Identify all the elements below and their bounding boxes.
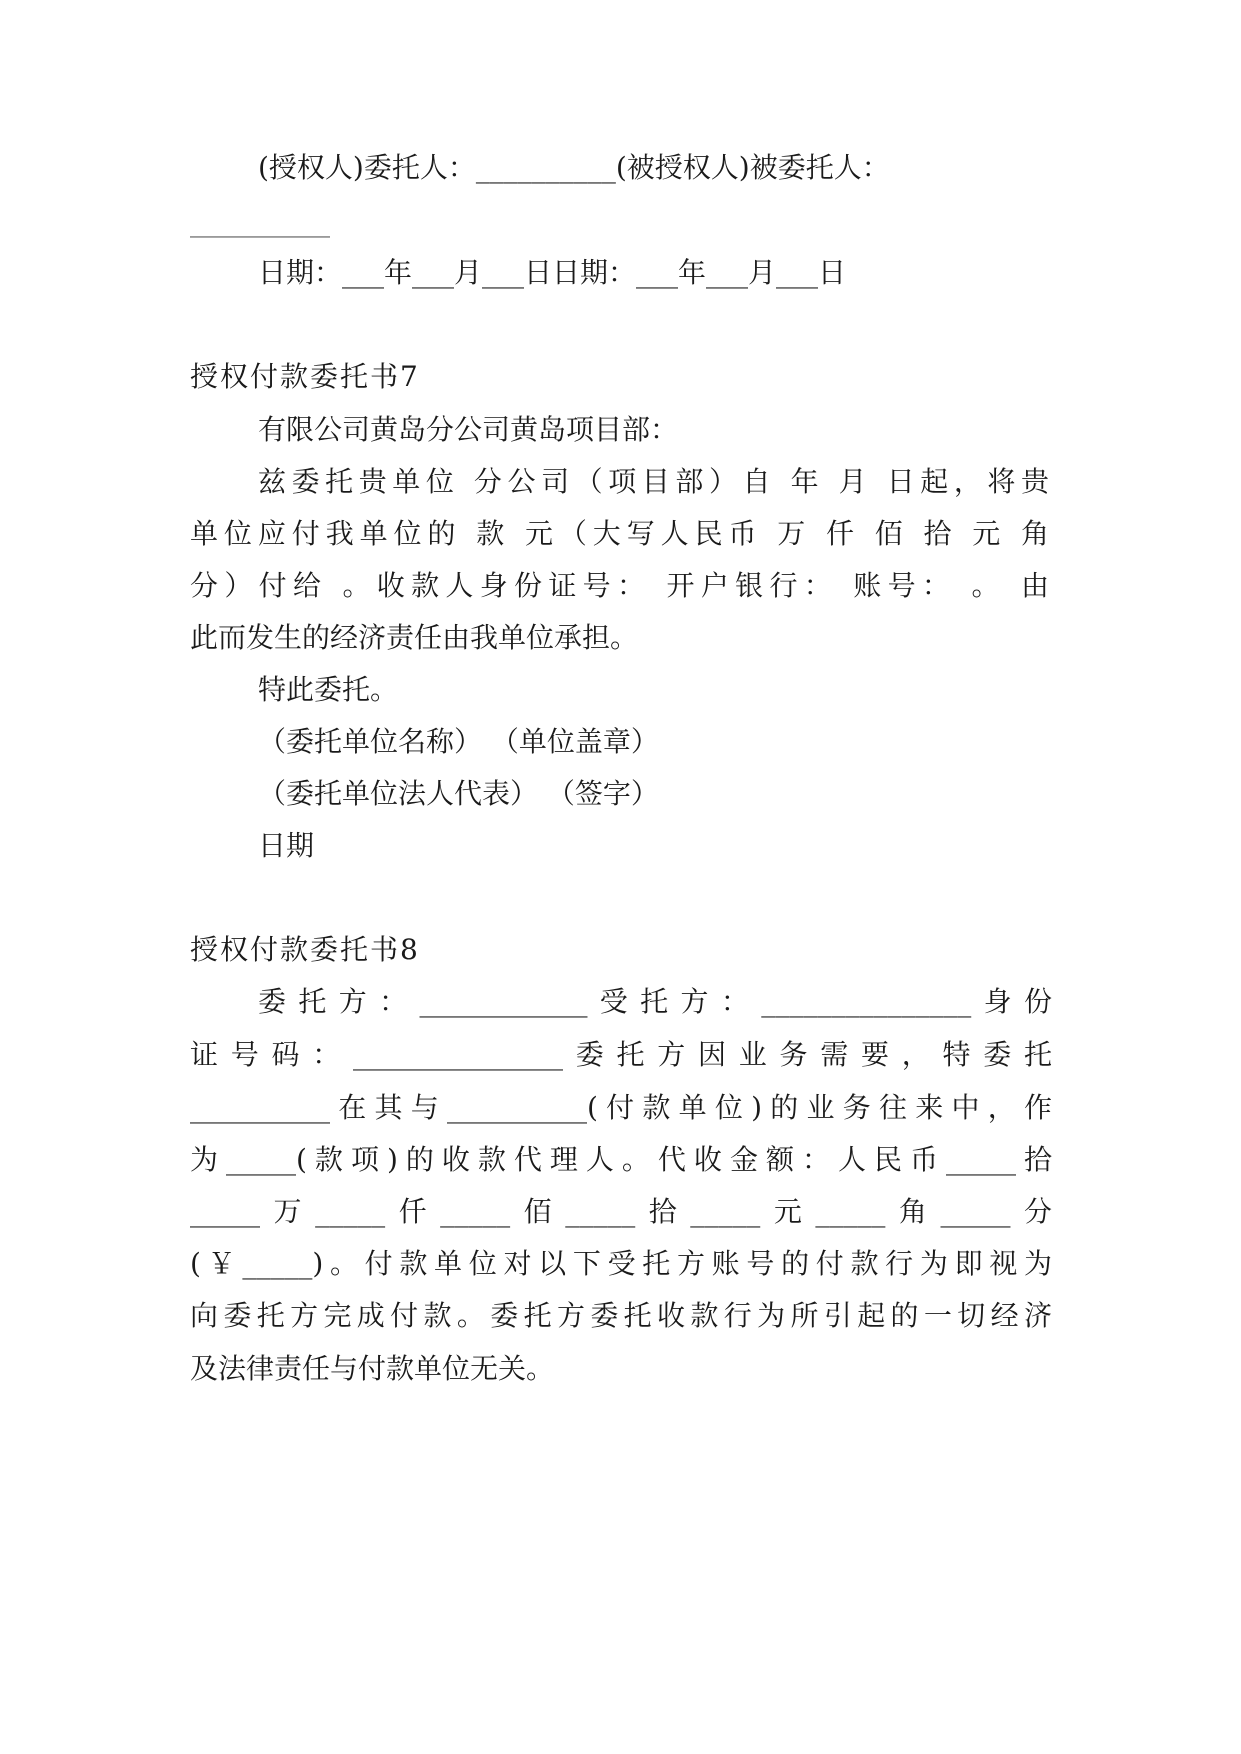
section-8-body-line: __________在其与__________(付款单位)的业务往来中，作 <box>190 1091 1052 1124</box>
section-7-closing: 特此委托。 <box>258 673 399 706</box>
section-7-title: 授权付款委托书7 <box>190 360 420 393</box>
section-8-body-line: 为_____(款项)的收款代理人。代收金额：人民币_____拾 <box>190 1143 1052 1176</box>
section-8-body-line: 向委托方完成付款。委托方委托收款行为所引起的一切经济 <box>190 1299 1052 1332</box>
section-7-body-line: 分）付给 。收款人身份证号： 开户银行： 账号： 。 由 <box>190 569 1052 602</box>
section-7-body-line: 单位应付我单位的 款 元（大写人民币 万 仟 佰 拾 元 角 <box>190 517 1052 550</box>
section-8-body-line: _____万_____仟_____佰_____拾_____元_____角_____分 <box>190 1195 1052 1228</box>
section-7-unit-name-line: （委托单位名称） （单位盖章） <box>258 725 659 758</box>
section-8-title: 授权付款委托书8 <box>190 933 420 966</box>
signature-line: (授权人)委托人：__________(被授权人)被委托人： <box>258 151 890 184</box>
section-8-body-line: (￥_____)。付款单位对以下受托方账号的付款行为即视为 <box>190 1247 1052 1280</box>
section-7-date-label: 日期 <box>258 829 315 862</box>
section-8-body-line: 委托方：____________受托方：_______________身份 <box>258 985 1052 1018</box>
date-line: 日期：___年___月___日日期：___年___月___日 <box>258 256 847 289</box>
section-7-body-line: 此而发生的经济责任由我单位承担。 <box>190 621 639 654</box>
section-7-body-line: 兹委托贵单位 分公司（项目部）自 年 月 日起，将贵 <box>258 465 1052 498</box>
signature-blank: __________ <box>190 205 330 238</box>
section-8-body-line: 及法律责任与付款单位无关。 <box>190 1352 555 1385</box>
section-8-body-line: 证号码：_______________委托方因业务需要，特委托 <box>190 1038 1052 1071</box>
section-7-addressee: 有限公司黄岛分公司黄岛项目部： <box>258 413 679 446</box>
section-7-legal-rep-line: （委托单位法人代表） （签字） <box>258 777 659 810</box>
